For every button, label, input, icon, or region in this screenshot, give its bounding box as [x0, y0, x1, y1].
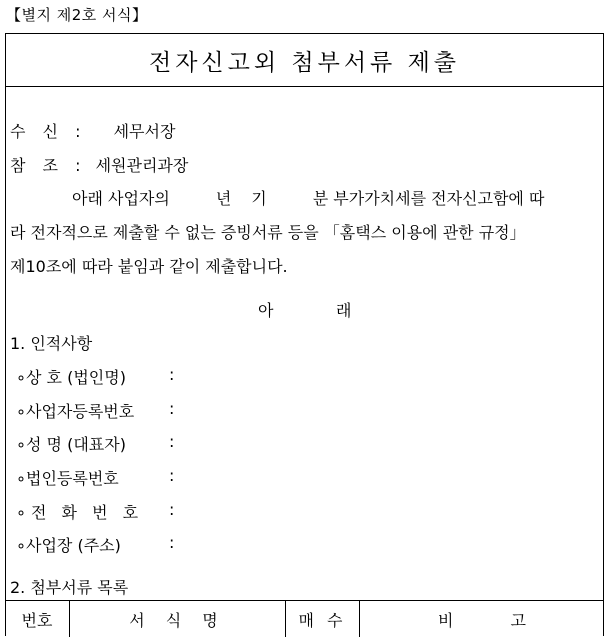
body-line1-a: 아래 사업자의	[72, 189, 170, 208]
field-colon: :	[169, 432, 175, 451]
field-label-representative: ∘성 명 (대표자)	[16, 435, 126, 454]
section1-title: 1. 인적사항	[10, 334, 93, 353]
field-colon: :	[169, 500, 175, 519]
header-form-name: 서 식 명	[70, 601, 286, 637]
field-colon: :	[169, 533, 175, 552]
header-count: 매 수	[286, 601, 360, 637]
reference-value: 세원관리과장	[95, 156, 189, 175]
body-line1-d: 분 부가가치세를 전자신고함에 따	[312, 189, 545, 208]
form-frame	[5, 33, 604, 636]
field-label-phone: ∘전 화 번 호	[16, 503, 144, 522]
field-label-address: ∘사업장 (주소)	[16, 536, 121, 555]
body-line1-period: 기	[251, 189, 267, 208]
section2-title: 2. 첨부서류 목록	[10, 578, 129, 597]
field-colon: :	[169, 399, 175, 418]
heading-left: 아	[258, 301, 274, 320]
field-label-company: ∘상 호 (법인명)	[16, 368, 126, 387]
form-title: 전자신고외 첨부서류 제출	[148, 49, 461, 76]
field-label-business-number: ∘사업자등록번호	[16, 402, 135, 421]
header-number: 번호	[5, 601, 70, 637]
heading-right: 래	[336, 301, 352, 320]
field-label-corporate-number: ∘법인등록번호	[16, 469, 119, 488]
attachment-table-header	[5, 600, 604, 637]
title-row	[6, 34, 603, 87]
recipient-label: 수 신 :	[10, 122, 87, 141]
recipient-line	[10, 119, 175, 142]
body-line1-year: 년	[215, 189, 232, 208]
body-line-2: 라 전자적으로 제출할 수 없는 증빙서류 등을 「홈택스 이용에 관한 규정」	[10, 223, 526, 242]
header-remarks: 비 고	[438, 610, 526, 630]
body-line-1	[72, 186, 544, 209]
body-line-3: 제10조에 따라 붙임과 같이 제출합니다.	[10, 257, 288, 276]
field-colon: :	[169, 466, 175, 485]
field-colon: :	[169, 365, 175, 384]
form-caption: 【별지 제2호 서식】	[6, 6, 148, 24]
recipient-value: 세무서장	[113, 122, 176, 141]
reference-label: 참 조 :	[10, 156, 87, 175]
reference-line	[10, 153, 188, 176]
